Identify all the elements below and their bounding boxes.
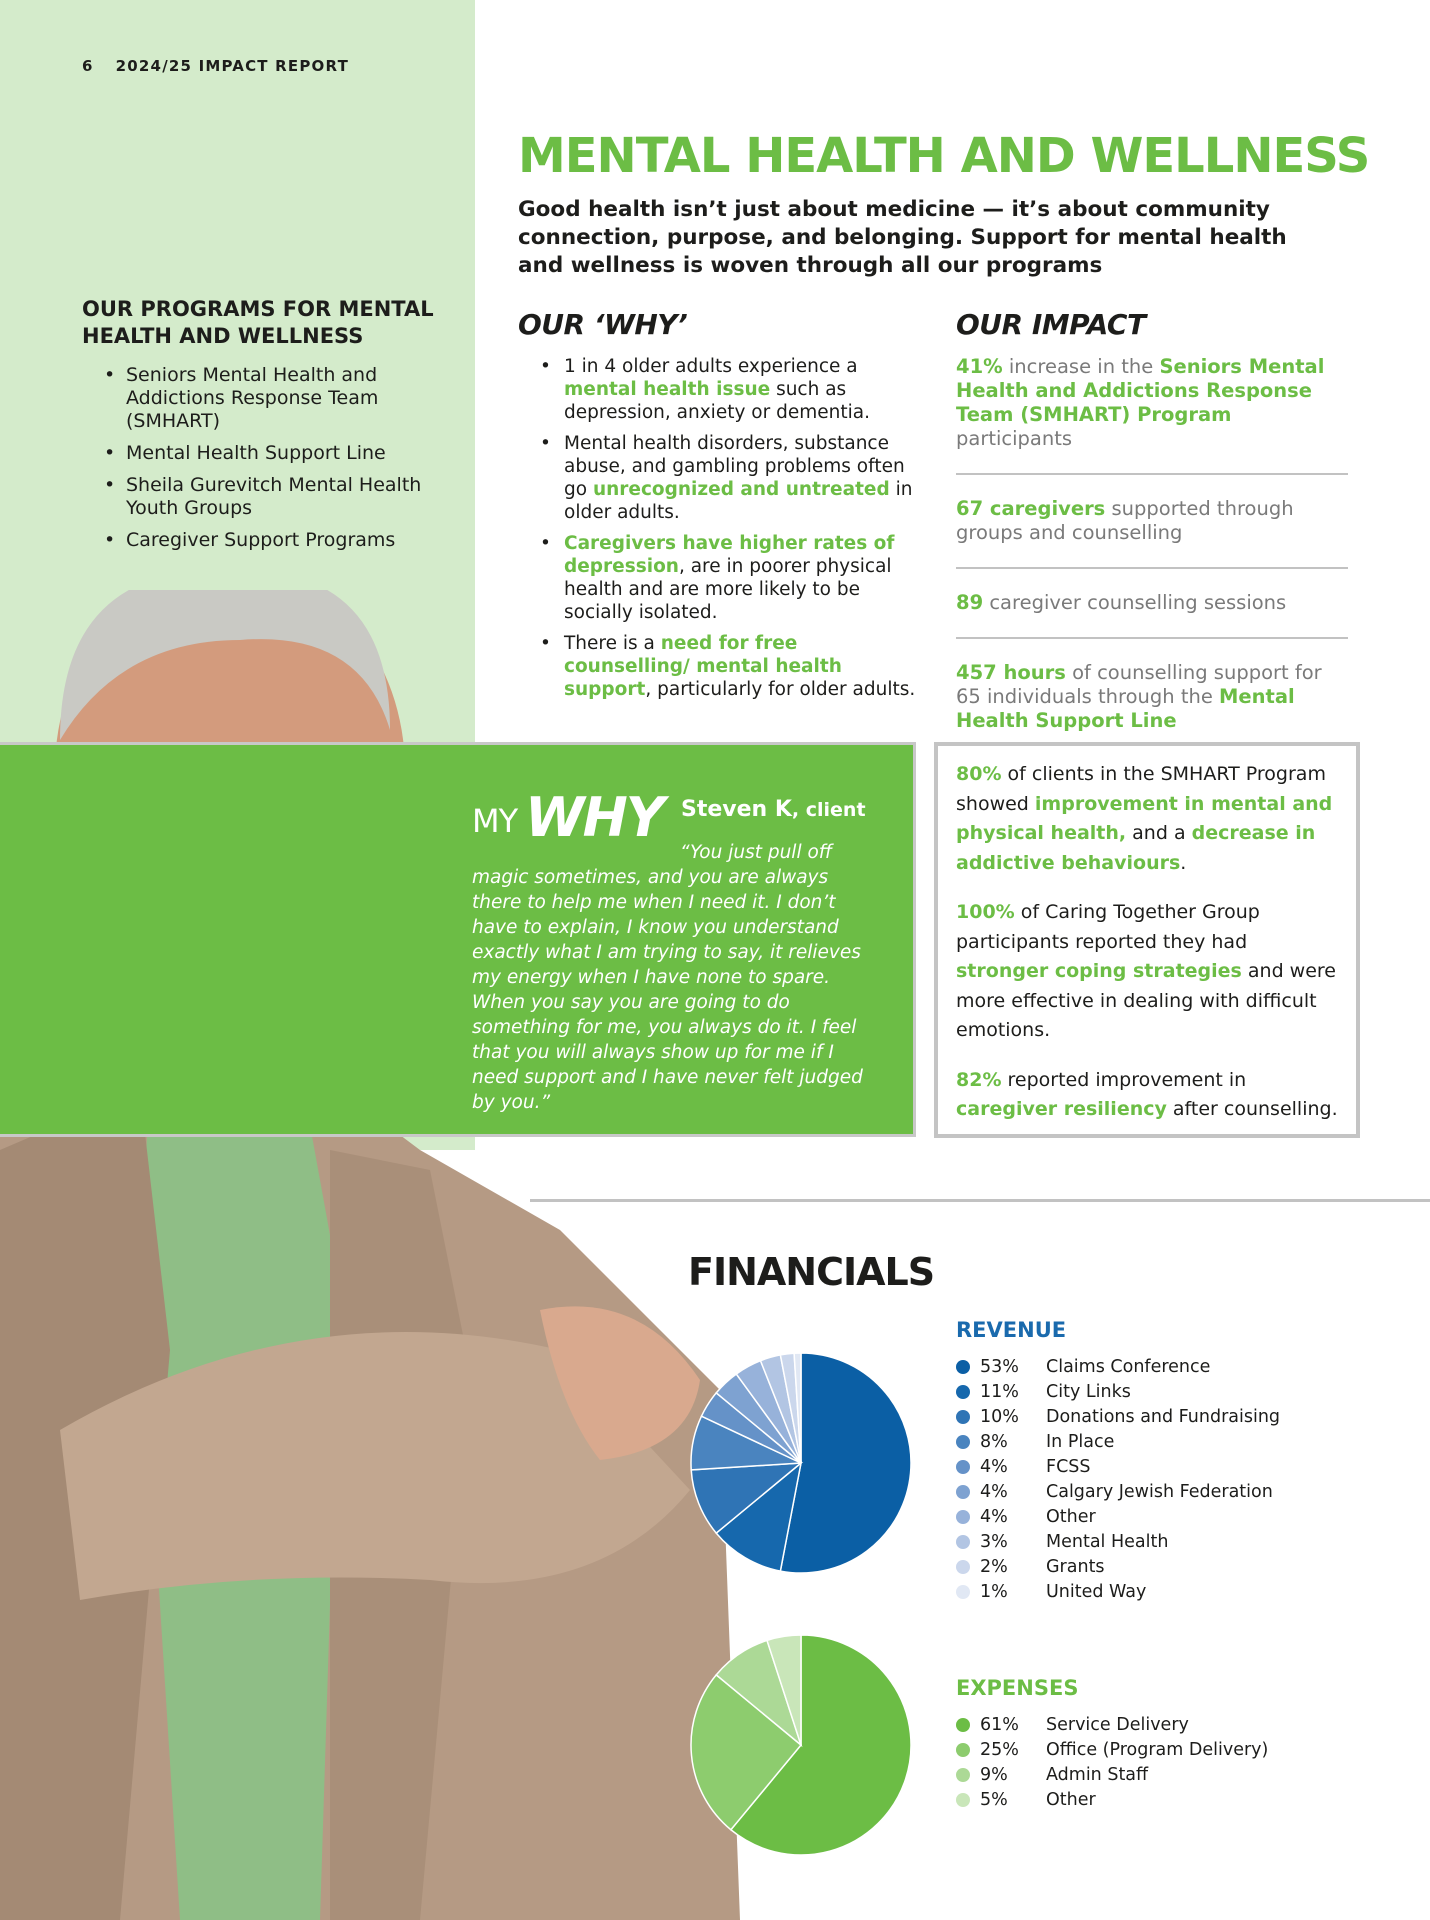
legend-row (956, 1404, 1280, 1429)
stat-paragraph: 82% reported improvement in caregiver resiliency after counselling. (956, 1068, 1338, 1120)
legend-label: Admin Staff (1046, 1764, 1149, 1785)
legend-percent: 2% (980, 1556, 1008, 1577)
legend-row (956, 1504, 1280, 1529)
legend-dot (956, 1585, 970, 1599)
legend-label: United Way (1046, 1581, 1147, 1602)
legend-percent: 1% (980, 1581, 1008, 1602)
legend-row (956, 1762, 1268, 1787)
legend-percent: 5% (980, 1789, 1008, 1810)
legend-percent: 10% (980, 1406, 1019, 1427)
legend-label: In Place (1046, 1431, 1115, 1452)
legend-dot (956, 1360, 970, 1374)
page-number: 6 (82, 57, 94, 75)
quote-text: “You just pull off magic sometimes, and you are always there to help me when I need it. I don’t have to explain, I know you understand exactly what I am trying to say, it relieves my energy when I have none to spare. When you say you are going to do something for me, you always do it. I feel that you will always show up for me if I need support and I have never felt judged by you.” (472, 842, 863, 1113)
expenses-legend (956, 1676, 1268, 1812)
legend-label: Calgary Jewish Federation (1046, 1481, 1273, 1502)
legend-dot (956, 1485, 970, 1499)
legend-label: Mental Health (1046, 1531, 1169, 1552)
legend-label: Donations and Fundraising (1046, 1406, 1281, 1427)
expenses-heading: EXPENSES (956, 1676, 1079, 1700)
impact-item: 457 hours of counselling support for 65 individuals through the Mental Health Support Line (956, 661, 1322, 732)
expenses-pie-chart (688, 1632, 914, 1858)
legend-dot (956, 1560, 970, 1574)
legend-row (956, 1379, 1280, 1404)
my-label: MY (472, 802, 518, 840)
page-header (82, 57, 349, 75)
impact-heading: OUR IMPACT (956, 308, 1146, 341)
legend-dot (956, 1510, 970, 1524)
legend-dot (956, 1385, 970, 1399)
legend-row (956, 1354, 1280, 1379)
stat-paragraph: 100% of Caring Together Group participants reported they had stronger coping strategies and were more effective in dealing with difficult emotions. (956, 901, 1336, 1041)
quote-author (681, 797, 866, 822)
section-divider (530, 1199, 1430, 1202)
legend-dot (956, 1410, 970, 1424)
author-role: , client (791, 799, 866, 821)
legend-row (956, 1429, 1280, 1454)
legend-row (956, 1737, 1268, 1762)
list-item: • 1 in 4 older adults experience a mental health issue such as depression, anxiety or dementia. (518, 355, 918, 424)
legend-dot (956, 1460, 970, 1474)
legend-dot (956, 1718, 970, 1732)
legend-percent: 61% (980, 1714, 1019, 1735)
list-item: • Seniors Mental Health and Addictions Response Team (SMHART) (82, 364, 452, 433)
legend-row (956, 1454, 1280, 1479)
legend-dot (956, 1535, 970, 1549)
legend-label: Office (Program Delivery) (1046, 1739, 1269, 1760)
list-item: • There is a need for free counselling/ mental health support, particularly for older adults. (518, 632, 918, 701)
legend-dot (956, 1768, 970, 1782)
legend-percent: 25% (980, 1739, 1019, 1760)
list-item: • Caregiver Support Programs (82, 529, 452, 552)
list-item: • Mental health disorders, substance abuse, and gambling problems often go unrecognized and untreated in older adults. (518, 432, 918, 524)
legend-percent: 4% (980, 1506, 1008, 1527)
legend-percent: 3% (980, 1531, 1008, 1552)
legend-dot (956, 1435, 970, 1449)
programs-list (82, 364, 452, 552)
impact-section (956, 308, 1348, 777)
legend-percent: 9% (980, 1764, 1008, 1785)
programs-heading: OUR PROGRAMS FOR MENTAL HEALTH AND WELLNESS (82, 297, 434, 348)
legend-percent: 4% (980, 1481, 1008, 1502)
author-name: Steven K (681, 797, 792, 822)
legend-label: FCSS (1046, 1456, 1091, 1477)
legend-label: Grants (1046, 1556, 1105, 1577)
revenue-pie-chart (688, 1350, 914, 1576)
legend-label: Service Delivery (1046, 1714, 1189, 1735)
legend-dot (956, 1793, 970, 1807)
page-title: MENTAL HEALTH AND WELLNESS (518, 128, 1370, 184)
legend-row (956, 1529, 1280, 1554)
stats-box (934, 742, 1360, 1138)
programs-section (82, 296, 452, 561)
intro-text: Good health isn’t just about medicine — it’s about community connection, purpose, and belonging. Support for mental health and wellness is woven through all our programs (518, 197, 1287, 278)
why-heading: OUR ‘WHY’ (518, 308, 688, 341)
legend-row (956, 1479, 1280, 1504)
legend-row (956, 1579, 1280, 1604)
revenue-legend (956, 1318, 1280, 1604)
legend-percent: 11% (980, 1381, 1019, 1402)
impact-item: 41% increase in the Seniors Mental Health and Addictions Response Team (SMHART) Program participants (956, 355, 1348, 475)
revenue-heading: REVENUE (956, 1318, 1067, 1342)
legend-label: Other (1046, 1506, 1096, 1527)
financials-title: FINANCIALS (688, 1250, 935, 1294)
legend-label: City Links (1046, 1381, 1131, 1402)
legend-dot (956, 1743, 970, 1757)
legend-row (956, 1712, 1268, 1737)
why-label: WHY (525, 786, 663, 849)
legend-label: Other (1046, 1789, 1096, 1810)
legend-percent: 4% (980, 1456, 1008, 1477)
list-item: • Sheila Gurevitch Mental Health Youth Groups (82, 474, 452, 520)
impact-item: 89 caregiver counselling sessions (956, 591, 1348, 639)
list-item: • Mental Health Support Line (82, 442, 452, 465)
impact-item: 67 caregivers supported through groups and counselling (956, 497, 1348, 569)
legend-row (956, 1787, 1268, 1812)
stat-paragraph: 80% of clients in the SMHART Program showed improvement in mental and physical health, and a decrease in addictive behaviours. (956, 763, 1333, 874)
list-item: • Caregivers have higher rates of depression, are in poorer physical health and are more likely to be socially isolated. (518, 532, 918, 624)
legend-row (956, 1554, 1280, 1579)
legend-percent: 53% (980, 1356, 1019, 1377)
legend-percent: 8% (980, 1431, 1008, 1452)
legend-label: Claims Conference (1046, 1356, 1211, 1377)
report-title: 2024/25 IMPACT REPORT (115, 57, 350, 75)
